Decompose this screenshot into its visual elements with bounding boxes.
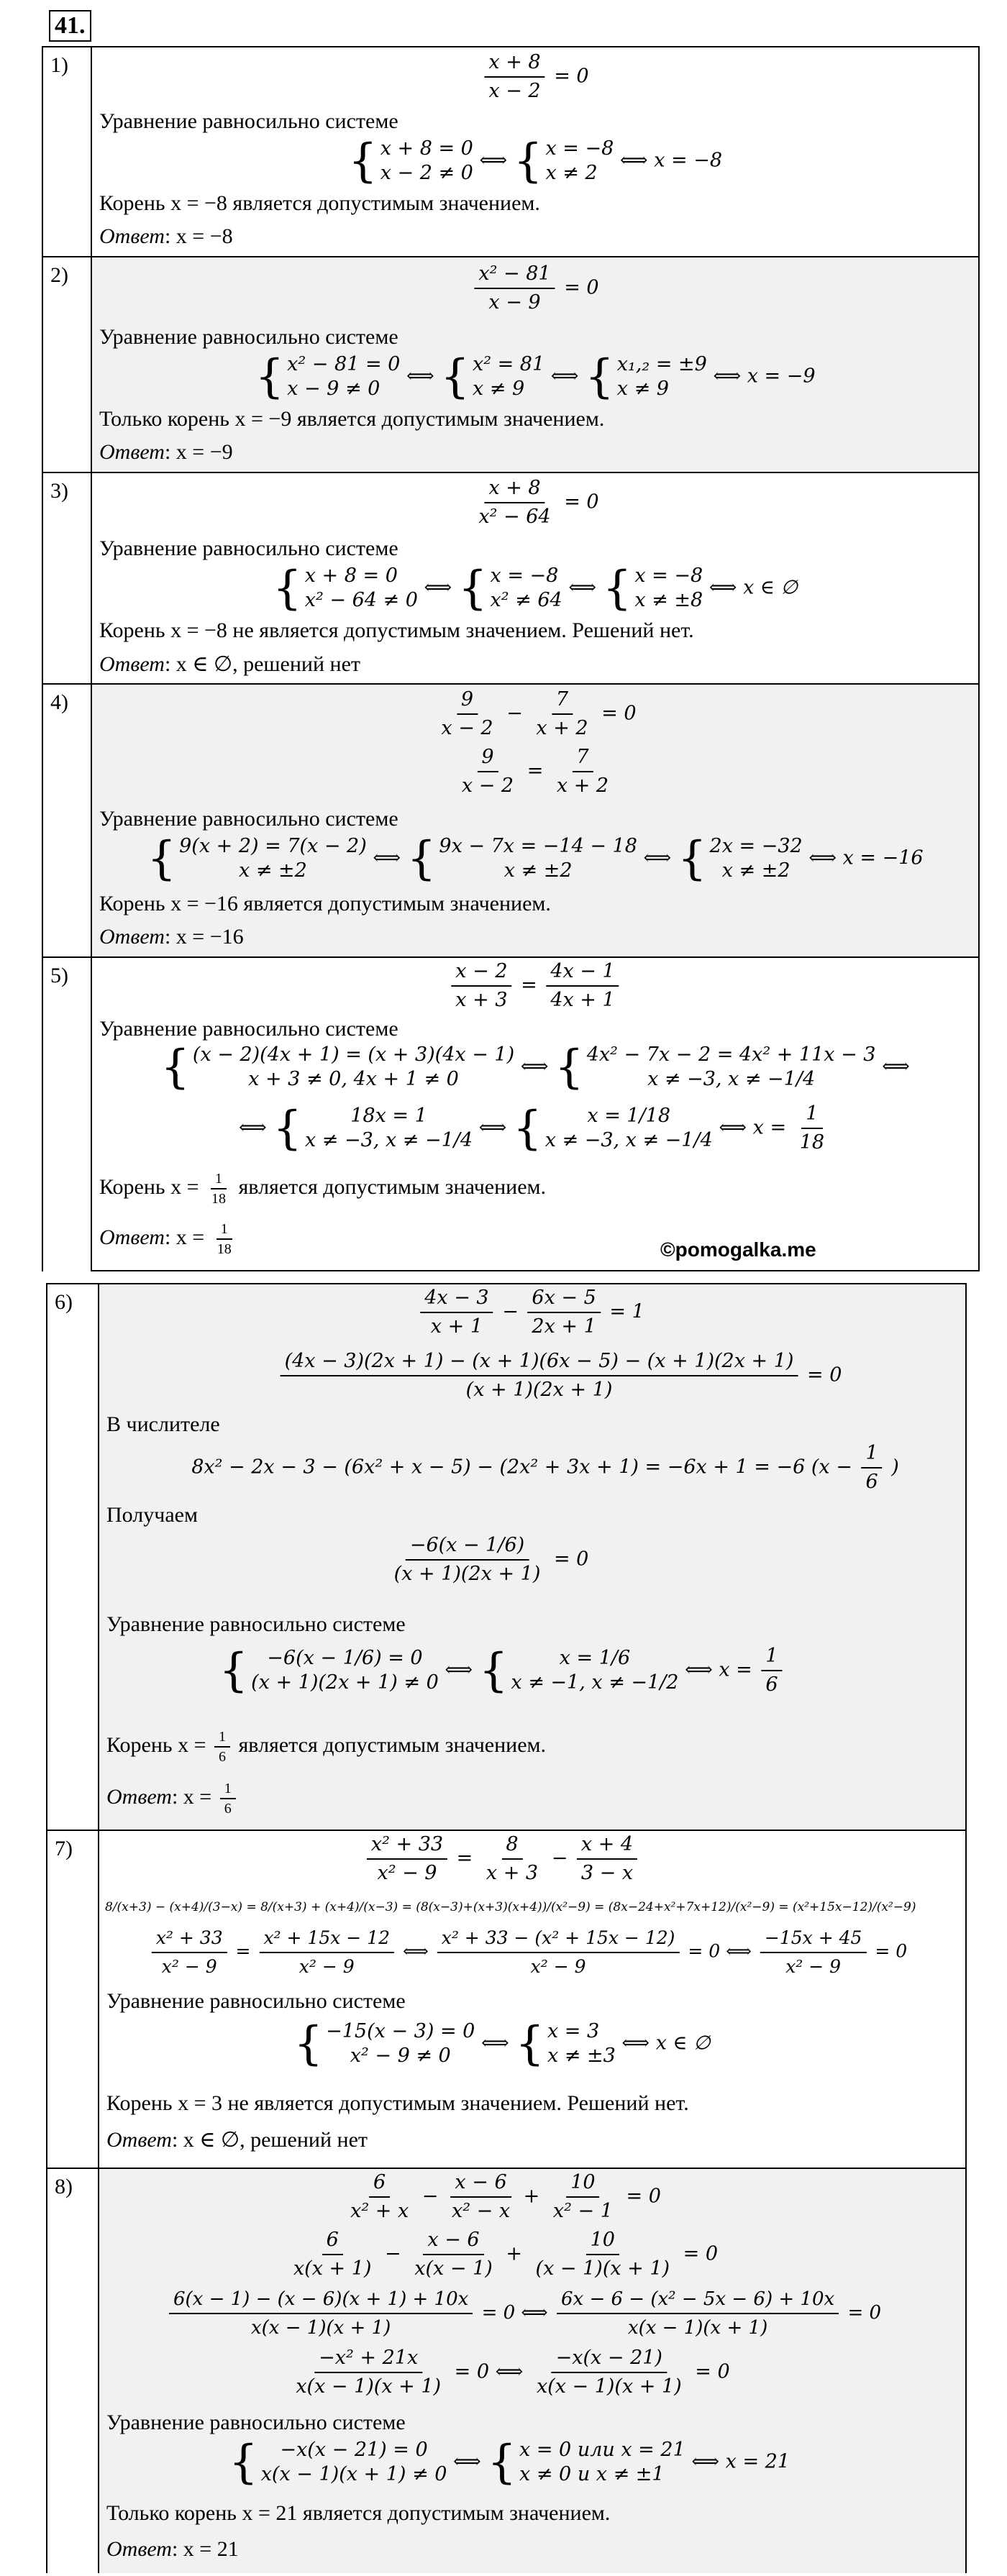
row-body: [99, 1284, 965, 1830]
root-note: Корень x = $\frac{1}{6}$ является допустимым значением.: [106, 1729, 546, 1765]
system-chain: { x² − 81 = 0 x − 9 ≠ 0 ⟺ { x² = 81 x ≠ 9 ⟺ { x₁,₂ = ±9 x ≠ 9 ⟺ x = −9: [255, 350, 816, 403]
solution-row-2: [43, 256, 978, 473]
answer: Ответ: x = 21: [106, 2537, 239, 2561]
row-number: 1): [43, 47, 92, 256]
system-title: Уравнение равносильно системе: [99, 536, 398, 560]
equation: $\frac{x - 2}{x + 3}$ = $\frac{4x - 1}{4x + 1}$: [448, 959, 621, 1013]
equation-line-4: $\frac{\text{−x² + 21x}}{x(x - 1)(x + 1)}$ = 0 ⟺ $\frac{-x(x - 21)}{x(x - 1)(x + 1)}$ = 0: [296, 2347, 730, 2398]
row-body: [92, 257, 978, 473]
root-note: Корень x = 3 не является допустимым значением. Решений нет.: [106, 2091, 689, 2115]
answer: Ответ: x = −8: [99, 224, 233, 248]
root-note: Корень x = −16 является допустимым значением.: [99, 892, 551, 915]
equation-line-1: $\frac{6}{\text{x² + x}}$ − $\frac{x - 6}{\text{x² − x}}$ + $\frac{10}{\text{x² − 1}}$ = 0: [350, 2171, 661, 2222]
equation: $\frac{x + 8}{x - 2}$ = 0: [481, 50, 588, 104]
answer: Ответ: x ∈ ∅, решений нет: [106, 2128, 368, 2152]
equation-line-1: $\frac{4x - 3}{x + 1}$ − $\frac{6x - 5}{2x + 1}$ = 1: [417, 1286, 644, 1339]
answer: Ответ: x = $\frac{1}{18}$: [99, 1221, 232, 1257]
system-chain: { x + 8 = 0 x − 2 ≠ 0 ⟺ { x = −8 x ≠ 2 ⟺ x = −8: [347, 134, 723, 188]
solution-row-4: [43, 683, 978, 958]
equation-line-2: $\frac{6}{x(x + 1)}$ − $\frac{x - 6}{x(x - 1)}$ + $\frac{10}{(x - 1)(x + 1)}$ = 0: [293, 2229, 719, 2280]
equation-line-1: $\frac{\text{x² + 33}}{\text{x² − 9}}$ = $\frac{8}{x + 3}$ − $\frac{x + 4}{3 - x}$: [364, 1832, 640, 1886]
system-chain: { −x(x − 21) = 0 x(x − 1)(x + 1) ≠ 0 ⟺ { x = 0 или x = 21 x ≠ 0 и x ≠ ±1 ⟺ x = 21: [228, 2436, 790, 2489]
answer: Ответ: x = −16: [99, 925, 244, 949]
solution-row-8: [47, 2168, 965, 2573]
system-title: Уравнение равносильно системе: [106, 1612, 406, 1636]
system-title: Уравнение равносильно системе: [99, 109, 398, 133]
solution-row-6: [47, 1284, 965, 1830]
system-title: Уравнение равносильно системе: [106, 1989, 406, 2013]
system-title: Уравнение равносильно системе: [99, 325, 398, 349]
row-number: 5): [43, 958, 92, 1271]
row-number: 8): [47, 2169, 99, 2573]
row-body: [99, 2169, 965, 2573]
system-title: Уравнение равносильно системе: [99, 1017, 398, 1041]
solution-table-1: [42, 46, 980, 1271]
row-number: 4): [43, 685, 92, 958]
system-chain-1: { (x − 2)(4x + 1) = (x + 3)(4x − 1) x + 3 ≠ 0, 4x + 1 ≠ 0 ⟺ { 4x² − 7x − 2 = 4x² + 11x − 3 x ≠ −3, x ≠ −1/4 ⟺: [160, 1041, 910, 1094]
row-number: 7): [47, 1831, 99, 2169]
solution-row-3: [43, 472, 978, 685]
solution-row-1: [43, 47, 978, 256]
equation-line-2: $\frac{(4x - 3)(2x + 1) - (x + 1)(6x - 5) - (x + 1)(2x + 1)}{(x + 1)(2x + 1)}$ = 0: [278, 1349, 842, 1402]
row-body: [92, 473, 978, 685]
equation-line-3: $\frac{6(x - 1) - (x - 6)(x + 1) + 10x}{x(x - 1)(x + 1)}$ = 0 ⟺ $\frac{\text{6x − 6 − (x² − 5x − 6) + 10x}}{x(x - 1)(x + 1)}$ = 0: [166, 2287, 881, 2340]
row-number: 3): [43, 473, 92, 685]
equation-line-2: $\frac{9}{x - 2}$ = $\frac{7}{x + 2}$: [461, 746, 609, 797]
solution-row-5: [43, 956, 978, 1271]
equation-line-3: $\frac{\text{x² + 33}}{\text{x² − 9}}$ = $\frac{\text{x² + 15x − 12}}{\text{x² − 9}}$ ⟺ $\frac{\text{x² + 33 − (x² + 15x − 12)}}{\text{x² − 9}}$ = 0 ⟺ $\frac{-15x + 45}{\text{x² − 9}}$ = 0: [149, 1926, 907, 1979]
row-number: 2): [43, 257, 92, 473]
system-chain-2: ⟺ { 18x = 1 x ≠ −3, x ≠ −1/4 ⟺ { x = 1/18 x ≠ −3, x ≠ −1/4 ⟺ x = $\frac{1}{18}$: [238, 1102, 825, 1155]
equation: $\frac{x + 8}{\text{x² − 64}}$ = 0: [478, 477, 599, 528]
equation: $\frac{\text{x² − 81}}{x - 9}$ = 0: [471, 262, 598, 315]
root-note: Только корень x = −9 является допустимым значением.: [99, 407, 605, 431]
numerator-title: В числителе: [106, 1412, 220, 1436]
watermark: ©pomogalka.me: [660, 1238, 816, 1261]
system-chain: { 9(x + 2) = 7(x − 2) x ≠ ±2 ⟺ { 9x − 7x = −14 − 18 x ≠ ±2 ⟺ { 2x = −32 x ≠ ±2 ⟺ x = −16: [147, 832, 924, 885]
system-chain: { −6(x − 1/6) = 0 (x + 1)(2x + 1) ≠ 0 ⟺ { x = 1/6 x ≠ −1, x ≠ −1/2 ⟺ x = $\frac{1}{6}$: [219, 1644, 785, 1697]
equation-line-2: 8/(x+3) − (x+4)/(3−x) = 8/(x+3) + (x+4)/(x−3) = (8(x−3)+(x+3)(x+4))/(x²−9) = (8x−24+x²+7x+12)/(x²−9) = (x²+15x−12)/(x²−9): [105, 1900, 916, 1914]
root-note: Корень x = $\frac{1}{18}$ является допустимым значением.: [99, 1171, 546, 1207]
equation-line-4: $\frac{-6(x - 1/6)}{(x + 1)(2x + 1)}$ = 0: [393, 1534, 589, 1585]
solution-table-2: [46, 1283, 967, 2573]
solution-row-7: [47, 1830, 965, 2169]
row-number: 6): [47, 1284, 99, 1830]
answer: Ответ: x ∈ ∅, решений нет: [99, 652, 360, 676]
row-body: [92, 47, 978, 256]
problem-number: 41.: [49, 10, 91, 42]
system-title: Уравнение равносильно системе: [106, 2411, 406, 2434]
root-note: Корень x = −8 не является допустимым значением. Решений нет.: [99, 618, 694, 642]
root-note: Только корень x = 21 является допустимым значением.: [106, 2501, 611, 2525]
get-title: Получаем: [106, 1503, 198, 1527]
root-note: Корень x = −8 является допустимым значением.: [99, 191, 540, 215]
numerator-expansion: 8x² − 2x − 3 − (6x² + x − 5) − (2x² + 3x + 1) = −6x + 1 = −6 (x − $\frac{1}{6}$ ): [191, 1442, 899, 1493]
row-body: [92, 958, 978, 1271]
system-chain: { x + 8 = 0 x² − 64 ≠ 0 ⟺ { x = −8 x² ≠ 64 ⟺ { x = −8 x ≠ ±8 ⟺ x ∈ ∅: [273, 562, 798, 615]
row-body: [92, 685, 978, 958]
system-title: Уравнение равносильно системе: [99, 807, 398, 831]
row-body: [99, 1831, 965, 2169]
system-chain: { −15(x − 3) = 0 x² − 9 ≠ 0 ⟺ { x = 3 x ≠ ±3 ⟺ x ∈ ∅: [293, 2017, 711, 2070]
equation-line-1: $\frac{9}{x - 2}$ − $\frac{7}{x + 2}$ = 0: [441, 688, 637, 739]
answer: Ответ: x = $\frac{1}{6}$: [106, 1781, 239, 1817]
answer: Ответ: x = −9: [99, 440, 233, 464]
